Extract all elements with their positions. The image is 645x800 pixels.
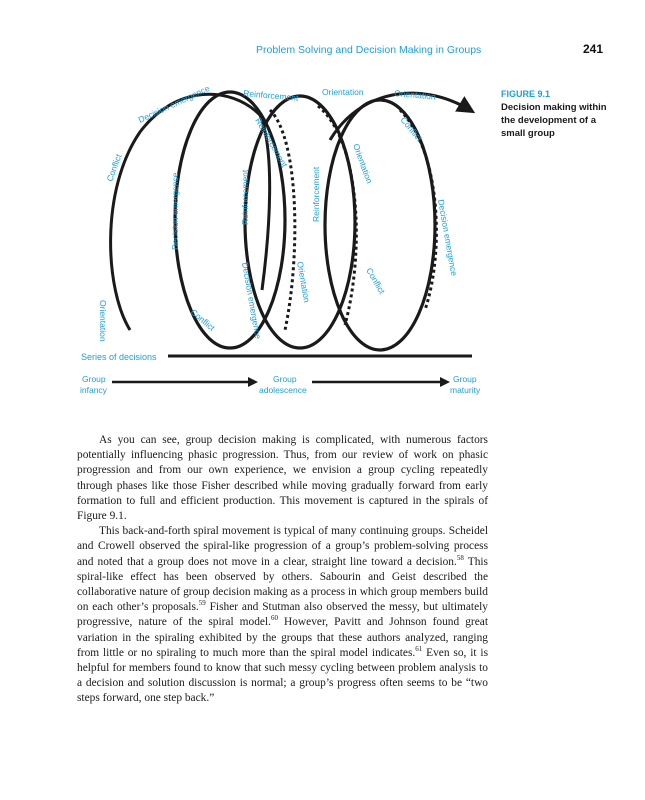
label-reinforcement-1: Reinforcement bbox=[242, 88, 299, 103]
spiral-final-arrow bbox=[330, 93, 470, 140]
stage-infancy-line1: Group bbox=[82, 374, 106, 384]
label-orientation-2: Orientation bbox=[322, 87, 364, 97]
endnote-ref-58: 58 bbox=[456, 553, 464, 562]
label-orientation-3: Orientation bbox=[393, 88, 437, 102]
page-number: 241 bbox=[583, 42, 604, 56]
label-conflict-3: Conflict bbox=[364, 266, 388, 296]
label-conflict-2: Conflict bbox=[398, 114, 425, 143]
paragraph-2-part-a: This back-and-forth spiral movement is typical of many continuing groups. Scheidel and Crowell observed the spiral-like progression of a group’s problem-solving process and noted that a group does not move in a clear, straight line toward a decision. bbox=[77, 525, 488, 568]
stage-adolescence-line1: Group bbox=[273, 374, 297, 384]
paragraph-2-part-b: This spiral-like effect has been observed by others. Sabourin and Geist described the collaborative nature of group decision making as a process in which group members build on each other’s proposals. bbox=[77, 555, 488, 614]
stage-infancy-line2: infancy bbox=[80, 385, 107, 395]
paragraph-2-part-d: However, Pavitt and Johnson found great variation in the spiraling exhibited by the groups that these authors analyzed, ranging from little or no spiraling to much more than the spiral model indicates. bbox=[77, 616, 488, 659]
label-decision-emergence-3: Decision emergence bbox=[436, 198, 460, 277]
paragraph-2-part-c: Fisher and Stutman also observed the messy, but ultimately progressive, nature of the spiral model. bbox=[77, 601, 489, 629]
stage-maturity-line2: maturity bbox=[450, 385, 481, 395]
label-reinforcement-3: Reinforcement bbox=[253, 116, 290, 169]
endnote-ref-59: 59 bbox=[198, 599, 206, 608]
label-orientation-1: Orientation bbox=[98, 300, 108, 342]
label-reinforcement-4: Reinforcement bbox=[311, 166, 321, 222]
running-head: Problem Solving and Decision Making in Groups bbox=[256, 44, 482, 56]
stage-maturity-line1: Group bbox=[453, 374, 477, 384]
label-reinforcement-2: Reinforcement bbox=[240, 169, 250, 225]
label-orientation-4: Orientation bbox=[351, 142, 375, 185]
endnote-ref-61: 61 bbox=[415, 645, 423, 654]
label-decision-emergence-2: Decision emergence bbox=[170, 172, 180, 250]
label-decision-emergence-1: Decision emergence bbox=[136, 83, 212, 125]
figure-caption: Decision making within the development of a small group bbox=[501, 102, 607, 140]
label-conflict-1: Conflict bbox=[104, 152, 124, 183]
paragraph-2 bbox=[77, 524, 488, 706]
endnote-ref-60: 60 bbox=[270, 614, 278, 623]
figure-label: FIGURE 9.1 bbox=[501, 89, 551, 99]
label-conflict-4: Conflict bbox=[188, 306, 217, 333]
label-orientation-5: Orientation bbox=[295, 260, 313, 304]
stage-adolescence-line2: adolescence bbox=[259, 385, 307, 395]
series-label: Series of decisions bbox=[81, 352, 157, 362]
body-text bbox=[77, 433, 488, 707]
paragraph-1: As you can see, group decision making is complicated, with numerous factors potentially influencing phasic progression. Thus, from our review of work on phasic progression and from our own experience, we envision a group cycling repeatedly through phases like those Fisher described while moving gradually forward from early formation to full and efficient production. This movement is captured in the spirals of Figure 9.1. bbox=[77, 434, 488, 523]
label-decision-emergence-4: Decision emergence bbox=[240, 261, 264, 340]
paragraph-2-part-e: Even so, it is helpful for members found to know that such messy cycling between problem analysis to a decision and solution discussion is normal; a group’s progress often seems to be “two steps forward, one step back.” bbox=[77, 646, 489, 705]
